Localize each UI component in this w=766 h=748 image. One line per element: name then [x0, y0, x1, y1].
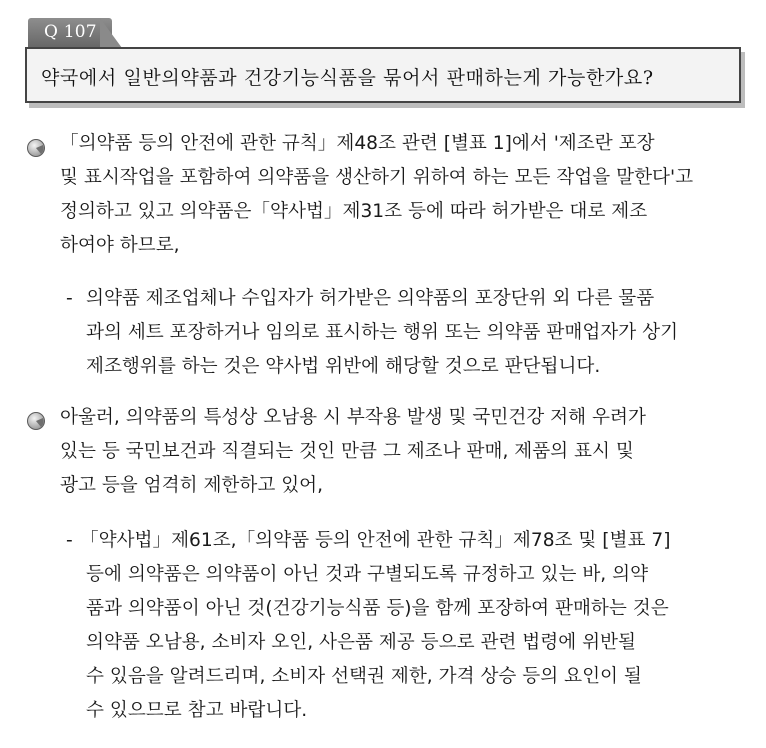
section1-line: 정의하고 있고 의약품은「약사법」제31조 등에 따라 허가받은 대로 제조 [60, 201, 648, 222]
section2-line: 광고 등을 엄격히 제한하고 있어, [60, 475, 324, 496]
question-number: Q 107 [44, 22, 97, 42]
section2-paragraph [60, 401, 646, 503]
section1-sub-line: 제조행위를 하는 것은 약사법 위반에 해당할 것으로 판단됩니다. [86, 356, 601, 377]
question-box [25, 47, 741, 103]
circle-bullet-icon [26, 138, 46, 158]
section1-paragraph [60, 127, 693, 263]
section1-sub-dash: - [66, 288, 73, 309]
section2-line: 아울러, 의약품의 특성상 오남용 시 부작용 발생 및 국민건강 저해 우려가 [60, 407, 646, 428]
section2-line: 있는 등 국민보건과 직결되는 것인 만큼 그 제조나 판매, 제품의 표시 및 [60, 441, 634, 462]
section2-sub-line: 등에 의약품은 의약품이 아닌 것과 구별되도록 규정하고 있는 바, 의약 [86, 564, 649, 585]
section2-sub-line: 의약품 오남용, 소비자 오인, 사은품 제공 등으로 관련 법령에 위반될 [86, 632, 636, 653]
section1-sub-line: 의약품 제조업체나 수입자가 허가받은 의약품의 포장단위 외 다른 물품 [86, 288, 655, 309]
section1-sub-paragraph [86, 282, 678, 384]
section1-line: 및 표시작업을 포함하여 의약품을 생산하기 위하여 하는 모든 작업을 말한다'고 [60, 167, 694, 188]
section2-sub-line: 「약사법」제61조,「의약품 등의 안전에 관한 규칙」제78조 및 [별표 7] [80, 530, 671, 551]
section2-sub-paragraph [80, 524, 670, 728]
circle-bullet-icon [26, 411, 46, 431]
section1-line: 「의약품 등의 안전에 관한 규칙」제48조 관련 [별표 1]에서 '제조란 포장 [60, 133, 655, 154]
section2-sub-line: 품과 의약품이 아닌 것(건강기능식품 등)을 함께 포장하여 판매하는 것은 [86, 598, 669, 619]
section1-sub-line: 과의 세트 포장하거나 임의로 표시하는 행위 또는 의약품 판매업자가 상기 [86, 322, 679, 343]
section2-sub-line: 수 있으므로 참고 바랍니다. [86, 700, 308, 721]
question-title: 약국에서 일반의약품과 건강기능식품을 묶어서 판매하는게 가능한가요? [41, 67, 654, 89]
section2-sub-line: 수 있음을 알려드리며, 소비자 선택권 제한, 가격 상승 등의 요인이 될 [86, 666, 642, 687]
section1-line: 하여야 하므로, [60, 235, 180, 256]
tab-slant-decoration [100, 18, 122, 48]
section2-sub-dash: - [66, 530, 73, 551]
